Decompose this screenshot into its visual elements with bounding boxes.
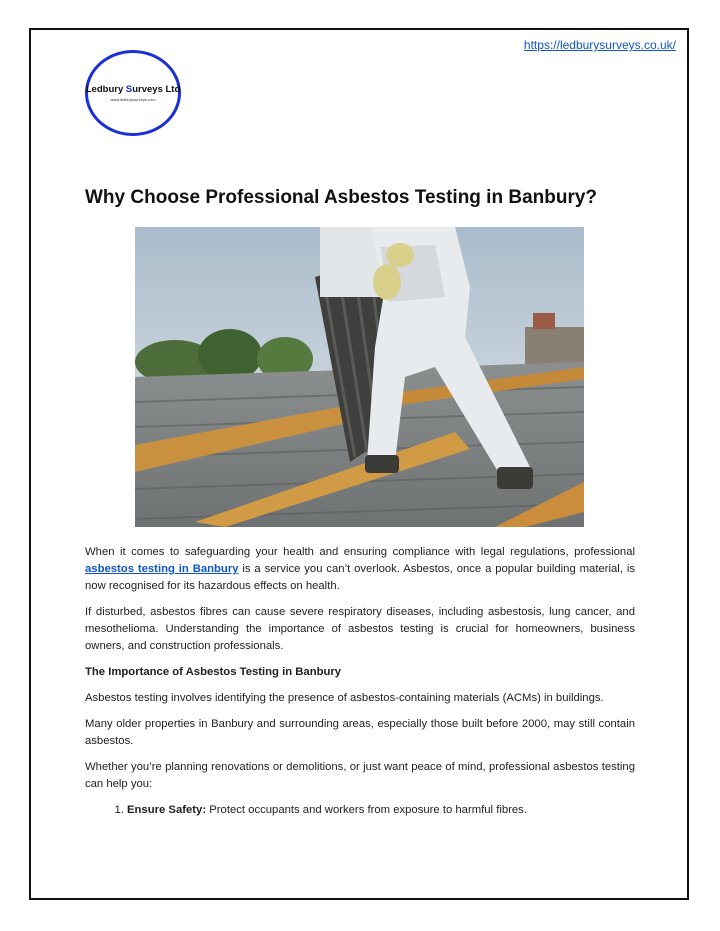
asbestos-roof-workers-photo bbox=[135, 227, 584, 527]
list-item: 1. Ensure Safety: Protect occupants and workers from exposure to harmful fibres. bbox=[127, 802, 635, 819]
logo-url: www.ledburysurveys.com bbox=[110, 97, 156, 102]
importance-subheading: The Importance of Asbestos Testing in Banbury bbox=[85, 666, 342, 678]
asbestos-testing-link[interactable]: asbestos testing in Banbury bbox=[85, 563, 239, 575]
risks-paragraph: If disturbed, asbestos fibres can cause severe respiratory diseases, including asbestosis, lung cancer, and mesothelioma. Understanding the importance of asbestos testing is crucial for homeowners, business owners, and construction professionals. bbox=[85, 606, 635, 652]
benefits-list bbox=[85, 802, 635, 819]
page-title: Why Choose Professional Asbestos Testing in Banbury? bbox=[85, 187, 598, 208]
company-logo bbox=[85, 50, 181, 136]
logo-name: Ledbury Surveys Ltd bbox=[85, 84, 181, 95]
older-properties-paragraph: Many older properties in Banbury and surrounding areas, especially those built before 2000, may still contain asbestos. bbox=[85, 718, 635, 747]
renovation-paragraph: Whether you’re planning renovations or demolitions, or just want peace of mind, professional asbestos testing can help you: bbox=[85, 761, 635, 790]
article-body bbox=[85, 544, 635, 819]
intro-paragraph: When it comes to safeguarding your health and ensuring compliance with legal regulations, professional asbestos testing in Banbury is a service you can’t overlook. Asbestos, once a popular building material, is now recognised for its hazardous effects on health. bbox=[85, 546, 635, 592]
definition-paragraph: Asbestos testing involves identifying the presence of asbestos-containing materials (ACMs) in buildings. bbox=[85, 692, 604, 704]
site-url-link[interactable]: https://ledburysurveys.co.uk/ bbox=[523, 38, 676, 52]
